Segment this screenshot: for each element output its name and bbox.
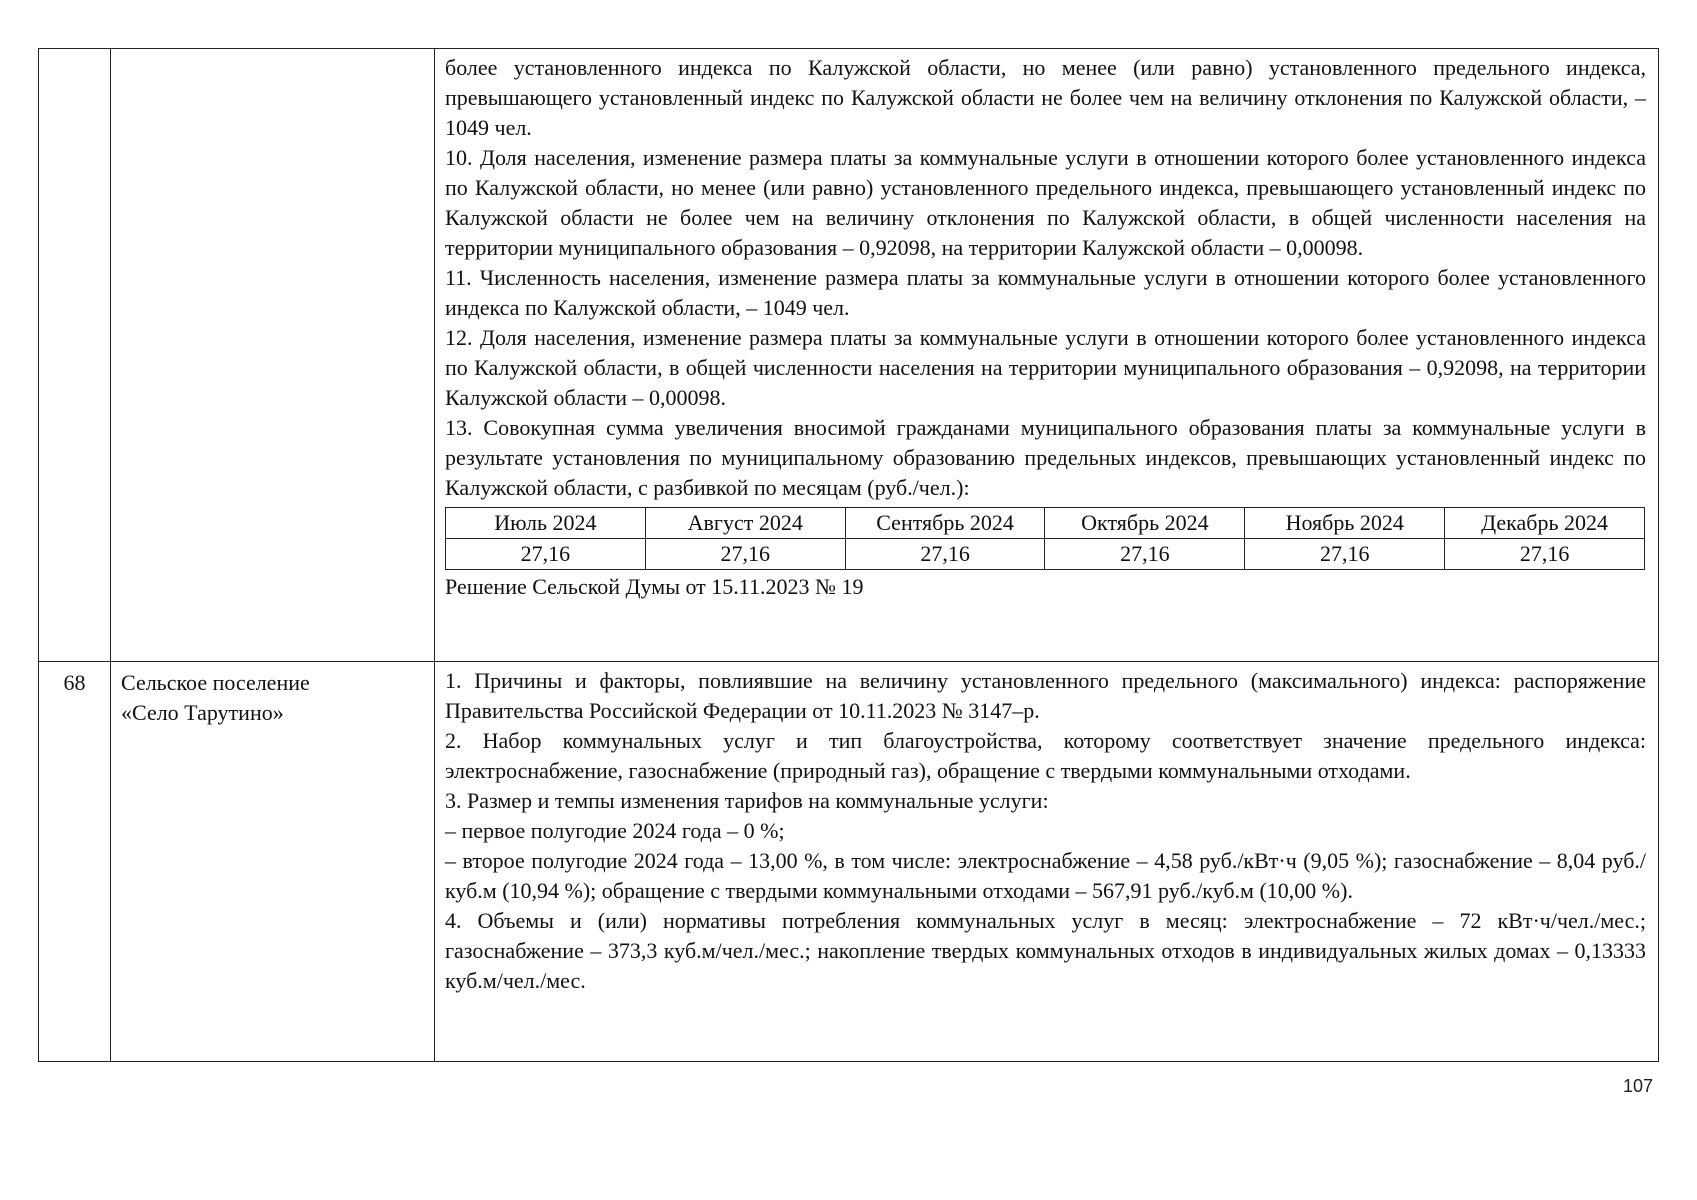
main-table: [38, 48, 1659, 1062]
paragraph-12: 12. Доля населения, изменение размера платы за коммунальные услуги в отношении которого более установленного индекса по Калужской области, в общей численности населения на территории муниципального образования – 0,92098, на территории Калужской области – 0,00098.: [445, 325, 1646, 410]
monthly-sum-table: [445, 507, 1645, 570]
month-value: 27,16: [1045, 539, 1245, 570]
municipality-name-line2: «Село Тарутино»: [121, 700, 284, 725]
paragraph-4: 4. Объемы и (или) нормативы потребления коммунальных услуг в месяц: электроснабжение – 72 кВт·ч/чел./мес.; газоснабжение – 373,3 куб.м/чел./мес.; накопление твердых коммунальных отходов в индивидуальных жилых домах – 0,13333 куб.м/чел./мес.: [445, 908, 1646, 993]
paragraph-3: 3. Размер и темпы изменения тарифов на коммунальные услуги:: [445, 788, 1049, 813]
municipality-name-line1: Сельское поселение: [121, 670, 310, 695]
paragraph-11: 11. Численность населения, изменение размера платы за коммунальные услуги в отношении которого более установленного индекса по Калужской области, – 1049 чел.: [445, 265, 1646, 320]
page-number: 107: [1622, 1076, 1653, 1096]
decision-reference: Решение Сельской Думы от 15.11.2023 № 19: [445, 574, 864, 599]
paragraph-1: 1. Причины и факторы, повлиявшие на величину установленного предельного (максимального) индекса: распоряжение Правительства Российской Федерации от 10.11.2023 № 3147–р.: [445, 668, 1646, 723]
month-header: Ноябрь 2024: [1245, 508, 1445, 539]
row-number-cell: [39, 49, 111, 662]
months-value-row: [446, 539, 1645, 570]
month-header: Октябрь 2024: [1045, 508, 1245, 539]
paragraph-3-item-2: – второе полугодие 2024 года – 13,00 %, в том числе: электроснабжение – 4,58 руб./кВт·ч (9,05 %); газоснабжение – 8,04 руб./куб.м (10,94 %); обращение с твердыми коммунальными отходами – 567,91 руб./куб.м (10,00 %).: [445, 848, 1646, 903]
table-row-68: [39, 662, 1659, 1062]
municipality-name-cell: [111, 49, 435, 662]
description-cell: [435, 662, 1659, 1062]
paragraph-13: 13. Совокупная сумма увеличения вносимой гражданами муниципального образования платы за коммунальные услуги в результате установления по муниципальному образованию предельных индексов, превышающих установленный индекс по Калужской области, с разбивкой по месяцам (руб./чел.):: [445, 415, 1646, 500]
month-header: Август 2024: [645, 508, 845, 539]
month-value: 27,16: [1445, 539, 1645, 570]
months-header-row: [446, 508, 1645, 539]
month-value: 27,16: [845, 539, 1045, 570]
month-header: Июль 2024: [446, 508, 646, 539]
month-header: Сентябрь 2024: [845, 508, 1045, 539]
month-header: Декабрь 2024: [1445, 508, 1645, 539]
paragraph-continuation: более установленного индекса по Калужской области, но менее (или равно) установленного предельного индекса, превышающего установленный индекс по Калужской области не более чем на величину отклонения по Калужской области, – 1049 чел.: [445, 55, 1646, 140]
paragraph-2: 2. Набор коммунальных услуг и тип благоустройства, которому соответствует значение предельного индекса: электроснабжение, газоснабжение (природный газ), обращение с твердыми коммунальными отходами.: [445, 728, 1646, 783]
row-number-cell: 68: [39, 662, 111, 1062]
paragraph-3-item-1: – первое полугодие 2024 года – 0 %;: [445, 818, 785, 843]
description-cell: [435, 49, 1659, 662]
municipality-name-cell: [111, 662, 435, 1062]
month-value: 27,16: [645, 539, 845, 570]
month-value: 27,16: [446, 539, 646, 570]
paragraph-10: 10. Доля населения, изменение размера платы за коммунальные услуги в отношении которого более установленного индекса по Калужской области, но менее (или равно) установленного предельного индекса, превышающего установленный индекс по Калужской области не более чем на величину отклонения по Калужской области, в общей численности населения на территории муниципального образования – 0,92098, на территории Калужской области – 0,00098.: [445, 145, 1646, 260]
month-value: 27,16: [1245, 539, 1445, 570]
table-row-continuation: [39, 49, 1659, 662]
